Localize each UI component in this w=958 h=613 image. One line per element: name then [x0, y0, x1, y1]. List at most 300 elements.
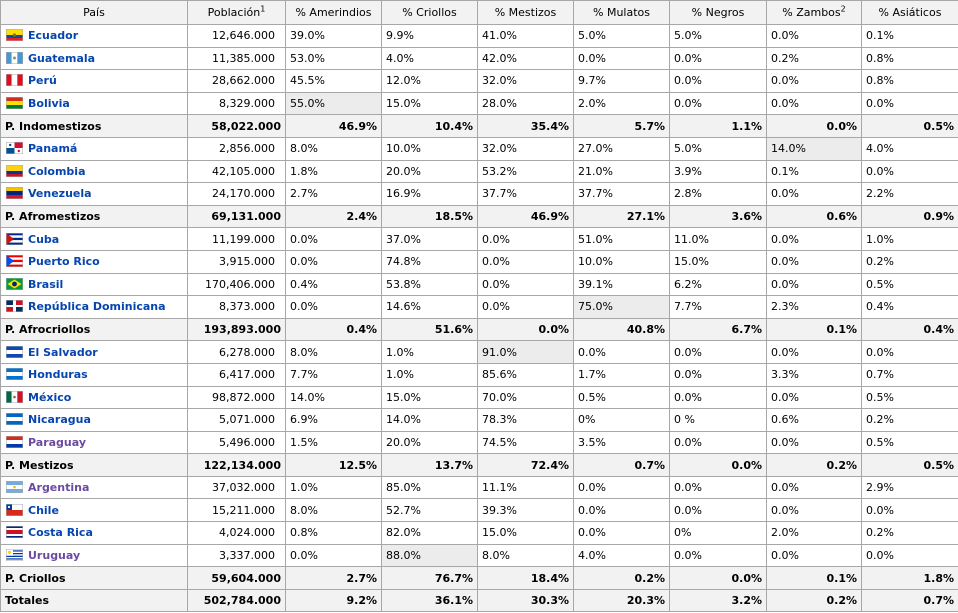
negros-cell: 7.7% [670, 296, 767, 319]
amerindios-cell: 6.9% [286, 409, 382, 432]
colombia-flag[interactable] [6, 165, 23, 177]
footnote-2[interactable]: 2 [840, 4, 846, 14]
country-cell [1, 137, 188, 160]
criollos-cell: 37.0% [382, 228, 478, 251]
table-row [1, 296, 958, 319]
population-cell: 5,071.000 [188, 409, 286, 432]
mestizos-cell: 35.4% [478, 115, 574, 138]
group-label: P. Mestizos [5, 458, 74, 472]
table-row [1, 183, 958, 206]
mexico-flag[interactable] [6, 391, 23, 403]
group-total-row [1, 454, 958, 477]
zambos-cell: 0.0% [767, 386, 862, 409]
amerindios-cell: 0.0% [286, 228, 382, 251]
country-link[interactable]: Nicaragua [28, 413, 91, 427]
negros-cell: 0.0% [670, 70, 767, 93]
asiaticos-cell: 0.0% [862, 92, 958, 115]
negros-cell: 6.2% [670, 273, 767, 296]
header-mestizos[interactable] [478, 1, 574, 25]
table-row [1, 409, 958, 432]
amerindios-cell: 14.0% [286, 386, 382, 409]
mulatos-cell: 20.3% [574, 589, 670, 612]
argentina-flag[interactable] [6, 481, 23, 493]
panama-flag[interactable] [6, 142, 23, 154]
asiaticos-cell: 0.7% [862, 363, 958, 386]
header-poblacion-label: Población [207, 6, 261, 19]
mestizos-cell: 39.3% [478, 499, 574, 522]
asiaticos-cell: 0.0% [862, 341, 958, 364]
peru-flag[interactable] [6, 74, 23, 86]
mestizos-cell: 32.0% [478, 137, 574, 160]
criollos-cell: 82.0% [382, 522, 478, 545]
mulatos-cell: 2.0% [574, 92, 670, 115]
mestizos-cell: 0.0% [478, 228, 574, 251]
country-link[interactable]: Cuba [28, 232, 60, 246]
negros-cell: 15.0% [670, 250, 767, 273]
amerindios-cell: 0.0% [286, 296, 382, 319]
negros-cell: 0.0% [670, 454, 767, 477]
header-row [1, 1, 958, 25]
negros-cell: 3.6% [670, 205, 767, 228]
country-cell [1, 544, 188, 567]
country-cell [1, 431, 188, 454]
country-link[interactable]: Uruguay [28, 548, 81, 562]
mestizos-cell: 15.0% [478, 522, 574, 545]
population-cell: 122,134.000 [188, 454, 286, 477]
mestizos-cell: 30.3% [478, 589, 574, 612]
mulatos-cell: 1.7% [574, 363, 670, 386]
zambos-cell: 0.1% [767, 160, 862, 183]
header-pais-label: País [83, 6, 105, 19]
zambos-cell: 0.1% [767, 318, 862, 341]
uruguay-flag[interactable] [6, 549, 23, 561]
amerindios-cell: 2.7% [286, 567, 382, 590]
population-cell: 59,604.000 [188, 567, 286, 590]
country-cell [1, 92, 188, 115]
cuba-flag[interactable] [6, 233, 23, 245]
country-cell [1, 296, 188, 319]
republica-dominicana-flag[interactable] [6, 300, 23, 312]
group-label: P. Afromestizos [5, 210, 101, 224]
negros-cell: 0 % [670, 409, 767, 432]
population-cell: 58,022.000 [188, 115, 286, 138]
group-label: P. Afrocriollos [5, 323, 91, 337]
table-row [1, 363, 958, 386]
table-row [1, 476, 958, 499]
puerto-rico-flag[interactable] [6, 255, 23, 267]
country-link[interactable]: Perú [28, 74, 57, 88]
amerindios-cell: 8.0% [286, 341, 382, 364]
country-cell [1, 115, 188, 138]
country-cell [1, 341, 188, 364]
country-cell [1, 499, 188, 522]
mestizos-cell: 8.0% [478, 544, 574, 567]
country-link[interactable]: México [28, 390, 72, 404]
header-zambos[interactable] [767, 1, 862, 25]
criollos-cell: 15.0% [382, 92, 478, 115]
table-row [1, 137, 958, 160]
criollos-cell: 14.6% [382, 296, 478, 319]
population-cell: 98,872.000 [188, 386, 286, 409]
header-asiaticos[interactable] [862, 1, 958, 25]
group-total-row [1, 318, 958, 341]
country-link[interactable]: Argentina [28, 481, 90, 495]
country-cell [1, 363, 188, 386]
country-link[interactable]: Puerto Rico [28, 255, 100, 269]
negros-cell: 0.0% [670, 363, 767, 386]
asiaticos-cell: 0.7% [862, 589, 958, 612]
negros-cell: 6.7% [670, 318, 767, 341]
mestizos-cell: 0.0% [478, 273, 574, 296]
criollos-cell: 9.9% [382, 25, 478, 48]
country-cell [1, 522, 188, 545]
criollos-cell: 16.9% [382, 183, 478, 206]
country-cell [1, 476, 188, 499]
country-cell [1, 409, 188, 432]
zambos-cell: 0.0% [767, 250, 862, 273]
zambos-cell: 0.0% [767, 70, 862, 93]
criollos-cell: 85.0% [382, 476, 478, 499]
zambos-cell: 0.6% [767, 205, 862, 228]
negros-cell: 0.0% [670, 567, 767, 590]
zambos-cell: 0.1% [767, 567, 862, 590]
criollos-cell: 15.0% [382, 386, 478, 409]
asiaticos-cell: 2.9% [862, 476, 958, 499]
criollos-cell: 13.7% [382, 454, 478, 477]
zambos-cell: 0.0% [767, 183, 862, 206]
mestizos-cell: 18.4% [478, 567, 574, 590]
zambos-cell: 0.2% [767, 454, 862, 477]
population-cell: 170,406.000 [188, 273, 286, 296]
criollos-cell: 52.7% [382, 499, 478, 522]
country-link[interactable]: Honduras [28, 368, 88, 382]
amerindios-cell: 1.8% [286, 160, 382, 183]
amerindios-cell: 45.5% [286, 70, 382, 93]
zambos-cell: 0.0% [767, 341, 862, 364]
criollos-cell: 4.0% [382, 47, 478, 70]
criollos-cell: 53.8% [382, 273, 478, 296]
zambos-cell: 0.6% [767, 409, 862, 432]
zambos-cell: 0.2% [767, 47, 862, 70]
asiaticos-cell: 0.2% [862, 522, 958, 545]
negros-cell: 3.2% [670, 589, 767, 612]
header-amerindios[interactable] [286, 1, 382, 25]
zambos-cell: 0.0% [767, 476, 862, 499]
asiaticos-cell: 0.5% [862, 115, 958, 138]
zambos-cell: 0.0% [767, 92, 862, 115]
population-cell: 3,915.000 [188, 250, 286, 273]
header-criollos-label: % Criollos [402, 6, 457, 19]
amerindios-cell: 0.0% [286, 250, 382, 273]
group-total-row [1, 205, 958, 228]
criollos-cell: 88.0% [382, 544, 478, 567]
criollos-cell: 1.0% [382, 341, 478, 364]
group-total-row [1, 589, 958, 612]
mestizos-cell: 0.0% [478, 250, 574, 273]
population-cell: 2,856.000 [188, 137, 286, 160]
asiaticos-cell: 0.1% [862, 25, 958, 48]
negros-cell: 0% [670, 522, 767, 545]
country-link[interactable]: Chile [28, 503, 59, 517]
population-cell: 6,417.000 [188, 363, 286, 386]
amerindios-cell: 0.8% [286, 522, 382, 545]
amerindios-cell: 46.9% [286, 115, 382, 138]
negros-cell: 0.0% [670, 386, 767, 409]
bolivia-flag[interactable] [6, 97, 23, 109]
amerindios-cell: 1.0% [286, 476, 382, 499]
mestizos-cell: 37.7% [478, 183, 574, 206]
population-cell: 8,329.000 [188, 92, 286, 115]
zambos-cell: 0.0% [767, 115, 862, 138]
mestizos-cell: 32.0% [478, 70, 574, 93]
population-cell: 3,337.000 [188, 544, 286, 567]
group-label: P. Criollos [5, 571, 66, 585]
population-cell: 11,385.000 [188, 47, 286, 70]
mulatos-cell: 0.0% [574, 522, 670, 545]
mulatos-cell: 0.0% [574, 499, 670, 522]
criollos-cell: 14.0% [382, 409, 478, 432]
country-cell [1, 273, 188, 296]
table-row [1, 70, 958, 93]
asiaticos-cell: 0.9% [862, 205, 958, 228]
population-cell: 12,646.000 [188, 25, 286, 48]
population-cell: 11,199.000 [188, 228, 286, 251]
country-link[interactable]: Venezuela [28, 187, 92, 201]
header-negros[interactable] [670, 1, 767, 25]
criollos-cell: 12.0% [382, 70, 478, 93]
country-cell [1, 183, 188, 206]
group-total-row [1, 115, 958, 138]
mulatos-cell: 5.0% [574, 25, 670, 48]
criollos-cell: 20.0% [382, 160, 478, 183]
asiaticos-cell: 0.5% [862, 454, 958, 477]
criollos-cell: 10.4% [382, 115, 478, 138]
asiaticos-cell: 1.0% [862, 228, 958, 251]
header-amerindios-label: % Amerindios [295, 6, 372, 19]
mestizos-cell: 28.0% [478, 92, 574, 115]
mestizos-cell: 70.0% [478, 386, 574, 409]
mestizos-cell: 91.0% [478, 341, 574, 364]
country-cell [1, 250, 188, 273]
population-cell: 5,496.000 [188, 431, 286, 454]
criollos-cell: 10.0% [382, 137, 478, 160]
paraguay-flag[interactable] [6, 436, 23, 448]
table-body [1, 25, 958, 612]
mulatos-cell: 21.0% [574, 160, 670, 183]
amerindios-cell: 12.5% [286, 454, 382, 477]
mestizos-cell: 0.0% [478, 318, 574, 341]
venezuela-flag[interactable] [6, 187, 23, 199]
negros-cell: 0.0% [670, 476, 767, 499]
mestizos-cell: 46.9% [478, 205, 574, 228]
nicaragua-flag[interactable] [6, 413, 23, 425]
mulatos-cell: 27.0% [574, 137, 670, 160]
country-cell [1, 160, 188, 183]
negros-cell: 1.1% [670, 115, 767, 138]
negros-cell: 0.0% [670, 341, 767, 364]
asiaticos-cell: 2.2% [862, 183, 958, 206]
negros-cell: 5.0% [670, 137, 767, 160]
asiaticos-cell: 0.0% [862, 499, 958, 522]
negros-cell: 5.0% [670, 25, 767, 48]
asiaticos-cell: 0.2% [862, 250, 958, 273]
header-zambos-label: % Zambos [782, 6, 841, 19]
mulatos-cell: 37.7% [574, 183, 670, 206]
mulatos-cell: 75.0% [574, 296, 670, 319]
mulatos-cell: 0% [574, 409, 670, 432]
table-row [1, 386, 958, 409]
ecuador-flag[interactable] [6, 29, 23, 41]
mulatos-cell: 0.0% [574, 476, 670, 499]
amerindios-cell: 53.0% [286, 47, 382, 70]
table-row [1, 47, 958, 70]
criollos-cell: 51.6% [382, 318, 478, 341]
asiaticos-cell: 0.4% [862, 318, 958, 341]
table-row [1, 273, 958, 296]
country-link[interactable]: Bolivia [28, 97, 70, 111]
country-cell [1, 454, 188, 477]
mulatos-cell: 0.5% [574, 386, 670, 409]
population-cell: 193,893.000 [188, 318, 286, 341]
mulatos-cell: 0.2% [574, 567, 670, 590]
population-cell: 24,170.000 [188, 183, 286, 206]
zambos-cell: 0.0% [767, 273, 862, 296]
guatemala-flag[interactable] [6, 52, 23, 64]
mulatos-cell: 10.0% [574, 250, 670, 273]
footnote-1[interactable]: 1 [260, 4, 266, 14]
el-salvador-flag[interactable] [6, 346, 23, 358]
costa-rica-flag[interactable] [6, 526, 23, 538]
country-link[interactable]: Paraguay [28, 435, 86, 449]
negros-cell: 0.0% [670, 544, 767, 567]
asiaticos-cell: 0.8% [862, 70, 958, 93]
country-cell [1, 567, 188, 590]
country-link[interactable]: Costa Rica [28, 526, 93, 540]
country-link[interactable]: El Salvador [28, 345, 98, 359]
population-cell: 15,211.000 [188, 499, 286, 522]
asiaticos-cell: 0.0% [862, 160, 958, 183]
mestizos-cell: 78.3% [478, 409, 574, 432]
zambos-cell: 0.0% [767, 431, 862, 454]
header-poblacion[interactable] [188, 1, 286, 25]
country-link[interactable]: Ecuador [28, 29, 79, 43]
amerindios-cell: 7.7% [286, 363, 382, 386]
zambos-cell: 0.0% [767, 544, 862, 567]
asiaticos-cell: 0.5% [862, 273, 958, 296]
country-link[interactable]: Colombia [28, 164, 86, 178]
negros-cell: 0.0% [670, 47, 767, 70]
zambos-cell: 14.0% [767, 137, 862, 160]
zambos-cell: 0.0% [767, 499, 862, 522]
group-label: Totales [5, 594, 50, 608]
criollos-cell: 1.0% [382, 363, 478, 386]
amerindios-cell: 39.0% [286, 25, 382, 48]
mulatos-cell: 0.0% [574, 341, 670, 364]
chile-flag[interactable] [6, 504, 23, 516]
asiaticos-cell: 0.8% [862, 47, 958, 70]
population-cell: 37,032.000 [188, 476, 286, 499]
brasil-flag[interactable] [6, 278, 23, 290]
country-cell [1, 70, 188, 93]
country-cell [1, 318, 188, 341]
mestizos-cell: 11.1% [478, 476, 574, 499]
group-label: P. Indomestizos [5, 119, 102, 133]
negros-cell: 3.9% [670, 160, 767, 183]
zambos-cell: 0.0% [767, 228, 862, 251]
group-total-row [1, 567, 958, 590]
asiaticos-cell: 0.4% [862, 296, 958, 319]
mestizos-cell: 53.2% [478, 160, 574, 183]
country-link[interactable]: Guatemala [28, 51, 96, 65]
mulatos-cell: 51.0% [574, 228, 670, 251]
header-criollos[interactable] [382, 1, 478, 25]
asiaticos-cell: 0.5% [862, 386, 958, 409]
country-cell [1, 25, 188, 48]
mestizos-cell: 41.0% [478, 25, 574, 48]
header-mestizos-label: % Mestizos [494, 6, 557, 19]
country-cell [1, 386, 188, 409]
mulatos-cell: 40.8% [574, 318, 670, 341]
population-cell: 42,105.000 [188, 160, 286, 183]
header-mulatos[interactable] [574, 1, 670, 25]
amerindios-cell: 0.4% [286, 318, 382, 341]
mulatos-cell: 39.1% [574, 273, 670, 296]
country-link[interactable]: República Dominicana [28, 300, 166, 314]
country-link[interactable]: Brasil [28, 277, 64, 291]
criollos-cell: 76.7% [382, 567, 478, 590]
zambos-cell: 0.2% [767, 589, 862, 612]
table-row [1, 92, 958, 115]
header-pais[interactable] [1, 1, 188, 25]
mestizos-cell: 85.6% [478, 363, 574, 386]
amerindios-cell: 2.4% [286, 205, 382, 228]
zambos-cell: 2.3% [767, 296, 862, 319]
honduras-flag[interactable] [6, 368, 23, 380]
amerindios-cell: 9.2% [286, 589, 382, 612]
negros-cell: 0.0% [670, 499, 767, 522]
amerindios-cell: 0.4% [286, 273, 382, 296]
table-row [1, 499, 958, 522]
amerindios-cell: 0.0% [286, 544, 382, 567]
country-link[interactable]: Panamá [28, 142, 78, 156]
mulatos-cell: 0.0% [574, 47, 670, 70]
mulatos-cell: 3.5% [574, 431, 670, 454]
asiaticos-cell: 0.0% [862, 544, 958, 567]
negros-cell: 11.0% [670, 228, 767, 251]
mulatos-cell: 9.7% [574, 70, 670, 93]
population-cell: 4,024.000 [188, 522, 286, 545]
table-row [1, 160, 958, 183]
zambos-cell: 2.0% [767, 522, 862, 545]
table-row [1, 341, 958, 364]
country-cell [1, 589, 188, 612]
table-row [1, 431, 958, 454]
criollos-cell: 18.5% [382, 205, 478, 228]
table-row [1, 250, 958, 273]
country-cell [1, 47, 188, 70]
amerindios-cell: 2.7% [286, 183, 382, 206]
mestizos-cell: 74.5% [478, 431, 574, 454]
population-cell: 28,662.000 [188, 70, 286, 93]
negros-cell: 0.0% [670, 92, 767, 115]
mestizos-cell: 72.4% [478, 454, 574, 477]
amerindios-cell: 8.0% [286, 137, 382, 160]
table-row [1, 25, 958, 48]
amerindios-cell: 8.0% [286, 499, 382, 522]
asiaticos-cell: 0.2% [862, 409, 958, 432]
amerindios-cell: 1.5% [286, 431, 382, 454]
amerindios-cell: 55.0% [286, 92, 382, 115]
